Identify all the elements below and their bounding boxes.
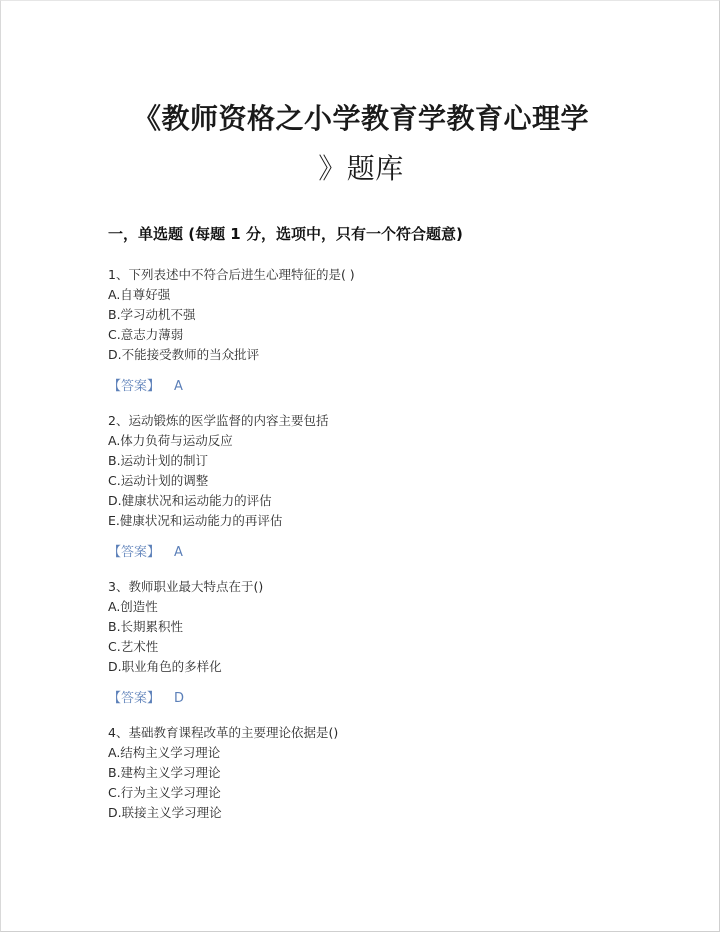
question-stem: 1、下列表述中不符合后进生心理特征的是( )	[108, 267, 355, 282]
option-a: A.结构主义学习理论	[108, 745, 221, 760]
answer-label: 【答案】	[108, 691, 161, 706]
answer-value: A	[174, 379, 183, 394]
question-stem: 3、教师职业最大特点在于()	[108, 579, 264, 594]
answer-line	[108, 543, 328, 563]
option-b: B.学习动机不强	[108, 307, 196, 322]
answer-line	[108, 377, 355, 397]
question-2	[108, 411, 328, 563]
question-1	[108, 265, 355, 397]
option-b: B.长期累积性	[108, 619, 184, 634]
option-d: D.健康状况和运动能力的评估	[108, 493, 272, 508]
option-d: D.不能接受教师的当众批评	[108, 347, 260, 362]
question-stem: 2、运动锻炼的医学监督的内容主要包括	[108, 413, 329, 428]
question-stem: 4、基础教育课程改革的主要理论依据是()	[108, 725, 339, 740]
option-b: B.运动计划的制订	[108, 453, 209, 468]
answer-label: 【答案】	[108, 379, 161, 394]
question-3	[108, 577, 263, 709]
question-4	[108, 723, 338, 823]
answer-label: 【答案】	[108, 545, 161, 560]
answer-value: A	[174, 545, 183, 560]
document-title-line-1: 《教师资格之小学教育学教育心理学	[132, 102, 589, 135]
option-c: C.意志力薄弱	[108, 327, 184, 342]
option-a: A.自尊好强	[108, 287, 171, 302]
option-a: A.体力负荷与运动反应	[108, 433, 233, 448]
document-title-line-2: 》题库	[318, 152, 404, 185]
option-c: C.艺术性	[108, 639, 159, 654]
answer-value: D	[174, 691, 185, 706]
option-b: B.建构主义学习理论	[108, 765, 221, 780]
option-c: C.运动计划的调整	[108, 473, 209, 488]
option-a: A.创造性	[108, 599, 158, 614]
option-e: E.健康状况和运动能力的再评估	[108, 513, 283, 528]
option-c: C.行为主义学习理论	[108, 785, 221, 800]
answer-line	[108, 689, 263, 709]
section-header: 一，单选题 (每题 1 分，选项中，只有一个符合题意)	[108, 225, 463, 243]
option-d: D.职业角色的多样化	[108, 659, 222, 674]
option-d: D.联接主义学习理论	[108, 805, 222, 820]
